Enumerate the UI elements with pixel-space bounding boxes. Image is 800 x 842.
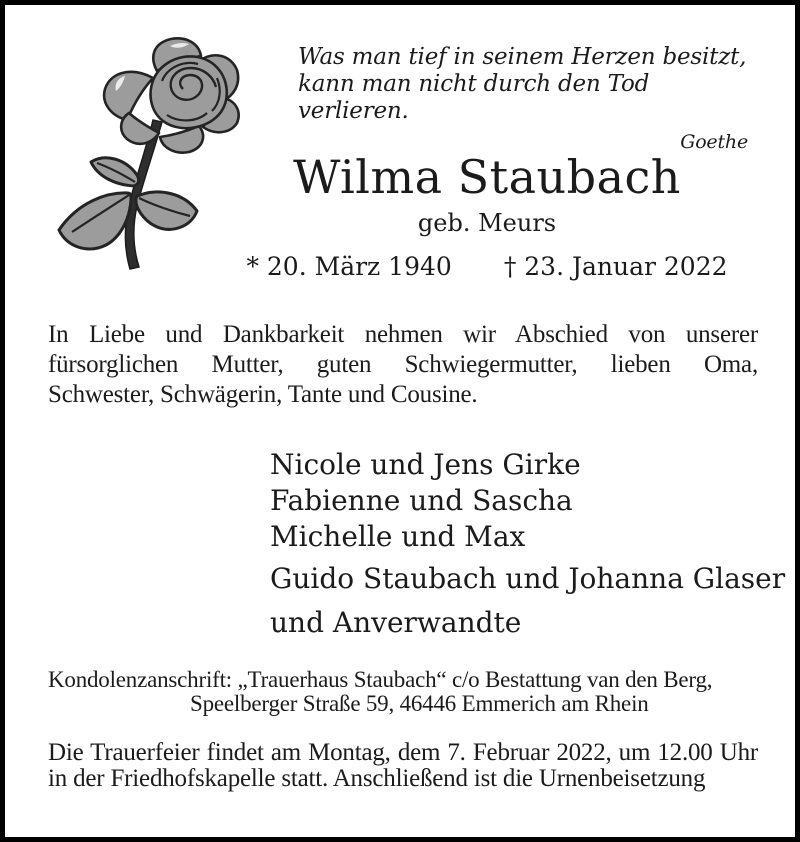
- condolence-line-1: Kondolenzanschrift: „Trauerhaus Staubach“ c/o Bestattung van den Berg,: [48, 667, 713, 692]
- death-date: † 23. Januar 2022: [503, 252, 728, 281]
- birth-date: * 20. März 1940: [246, 252, 452, 281]
- quote-line-2: kann man nicht durch den Tod verlieren.: [298, 71, 650, 124]
- deceased-name: Wilma Staubach: [293, 150, 681, 204]
- mourner-name: Guido Staubach und Johanna Glaser: [270, 562, 786, 595]
- mourner-name: und Anverwandte: [270, 606, 522, 639]
- quote-attribution: Goethe: [680, 131, 748, 153]
- funeral-line-1: Die Trauerfeier findet am Montag, dem 7. Februar 2022, um 12.00 Uhr: [48, 739, 758, 766]
- funeral-info: [48, 740, 758, 792]
- maiden-name: geb. Meurs: [417, 209, 557, 237]
- life-dates: [180, 252, 794, 282]
- deceased-header: [180, 150, 794, 282]
- condolence-line-2: Speelberger Straße 59, 46446 Emmerich am Rhein: [190, 691, 649, 716]
- intro-line-1: In Liebe und Dankbarkeit nehmen wir Abschied von unserer: [48, 321, 758, 348]
- intro-line-2: fürsorglichen Mutter, guten Schwiegermutter, lieben Oma,: [48, 351, 758, 378]
- condolence-address: [48, 668, 762, 716]
- quote-line-1: Was man tief in seinem Herzen besitzt,: [298, 44, 747, 70]
- intro-line-3: Schwester, Schwägerin, Tante und Cousine.: [48, 381, 478, 408]
- mourner-name: Michelle und Max: [270, 520, 526, 553]
- mourners-list: [270, 447, 785, 641]
- mourner-name: Nicole und Jens Girke: [270, 448, 581, 481]
- funeral-line-2: in der Friedhofskapelle statt. Anschließend ist die Urnenbeisetzung: [48, 765, 706, 792]
- mourner-name: Fabienne und Sascha: [270, 484, 573, 517]
- quote-block: [298, 44, 750, 156]
- intro-paragraph: [48, 320, 758, 410]
